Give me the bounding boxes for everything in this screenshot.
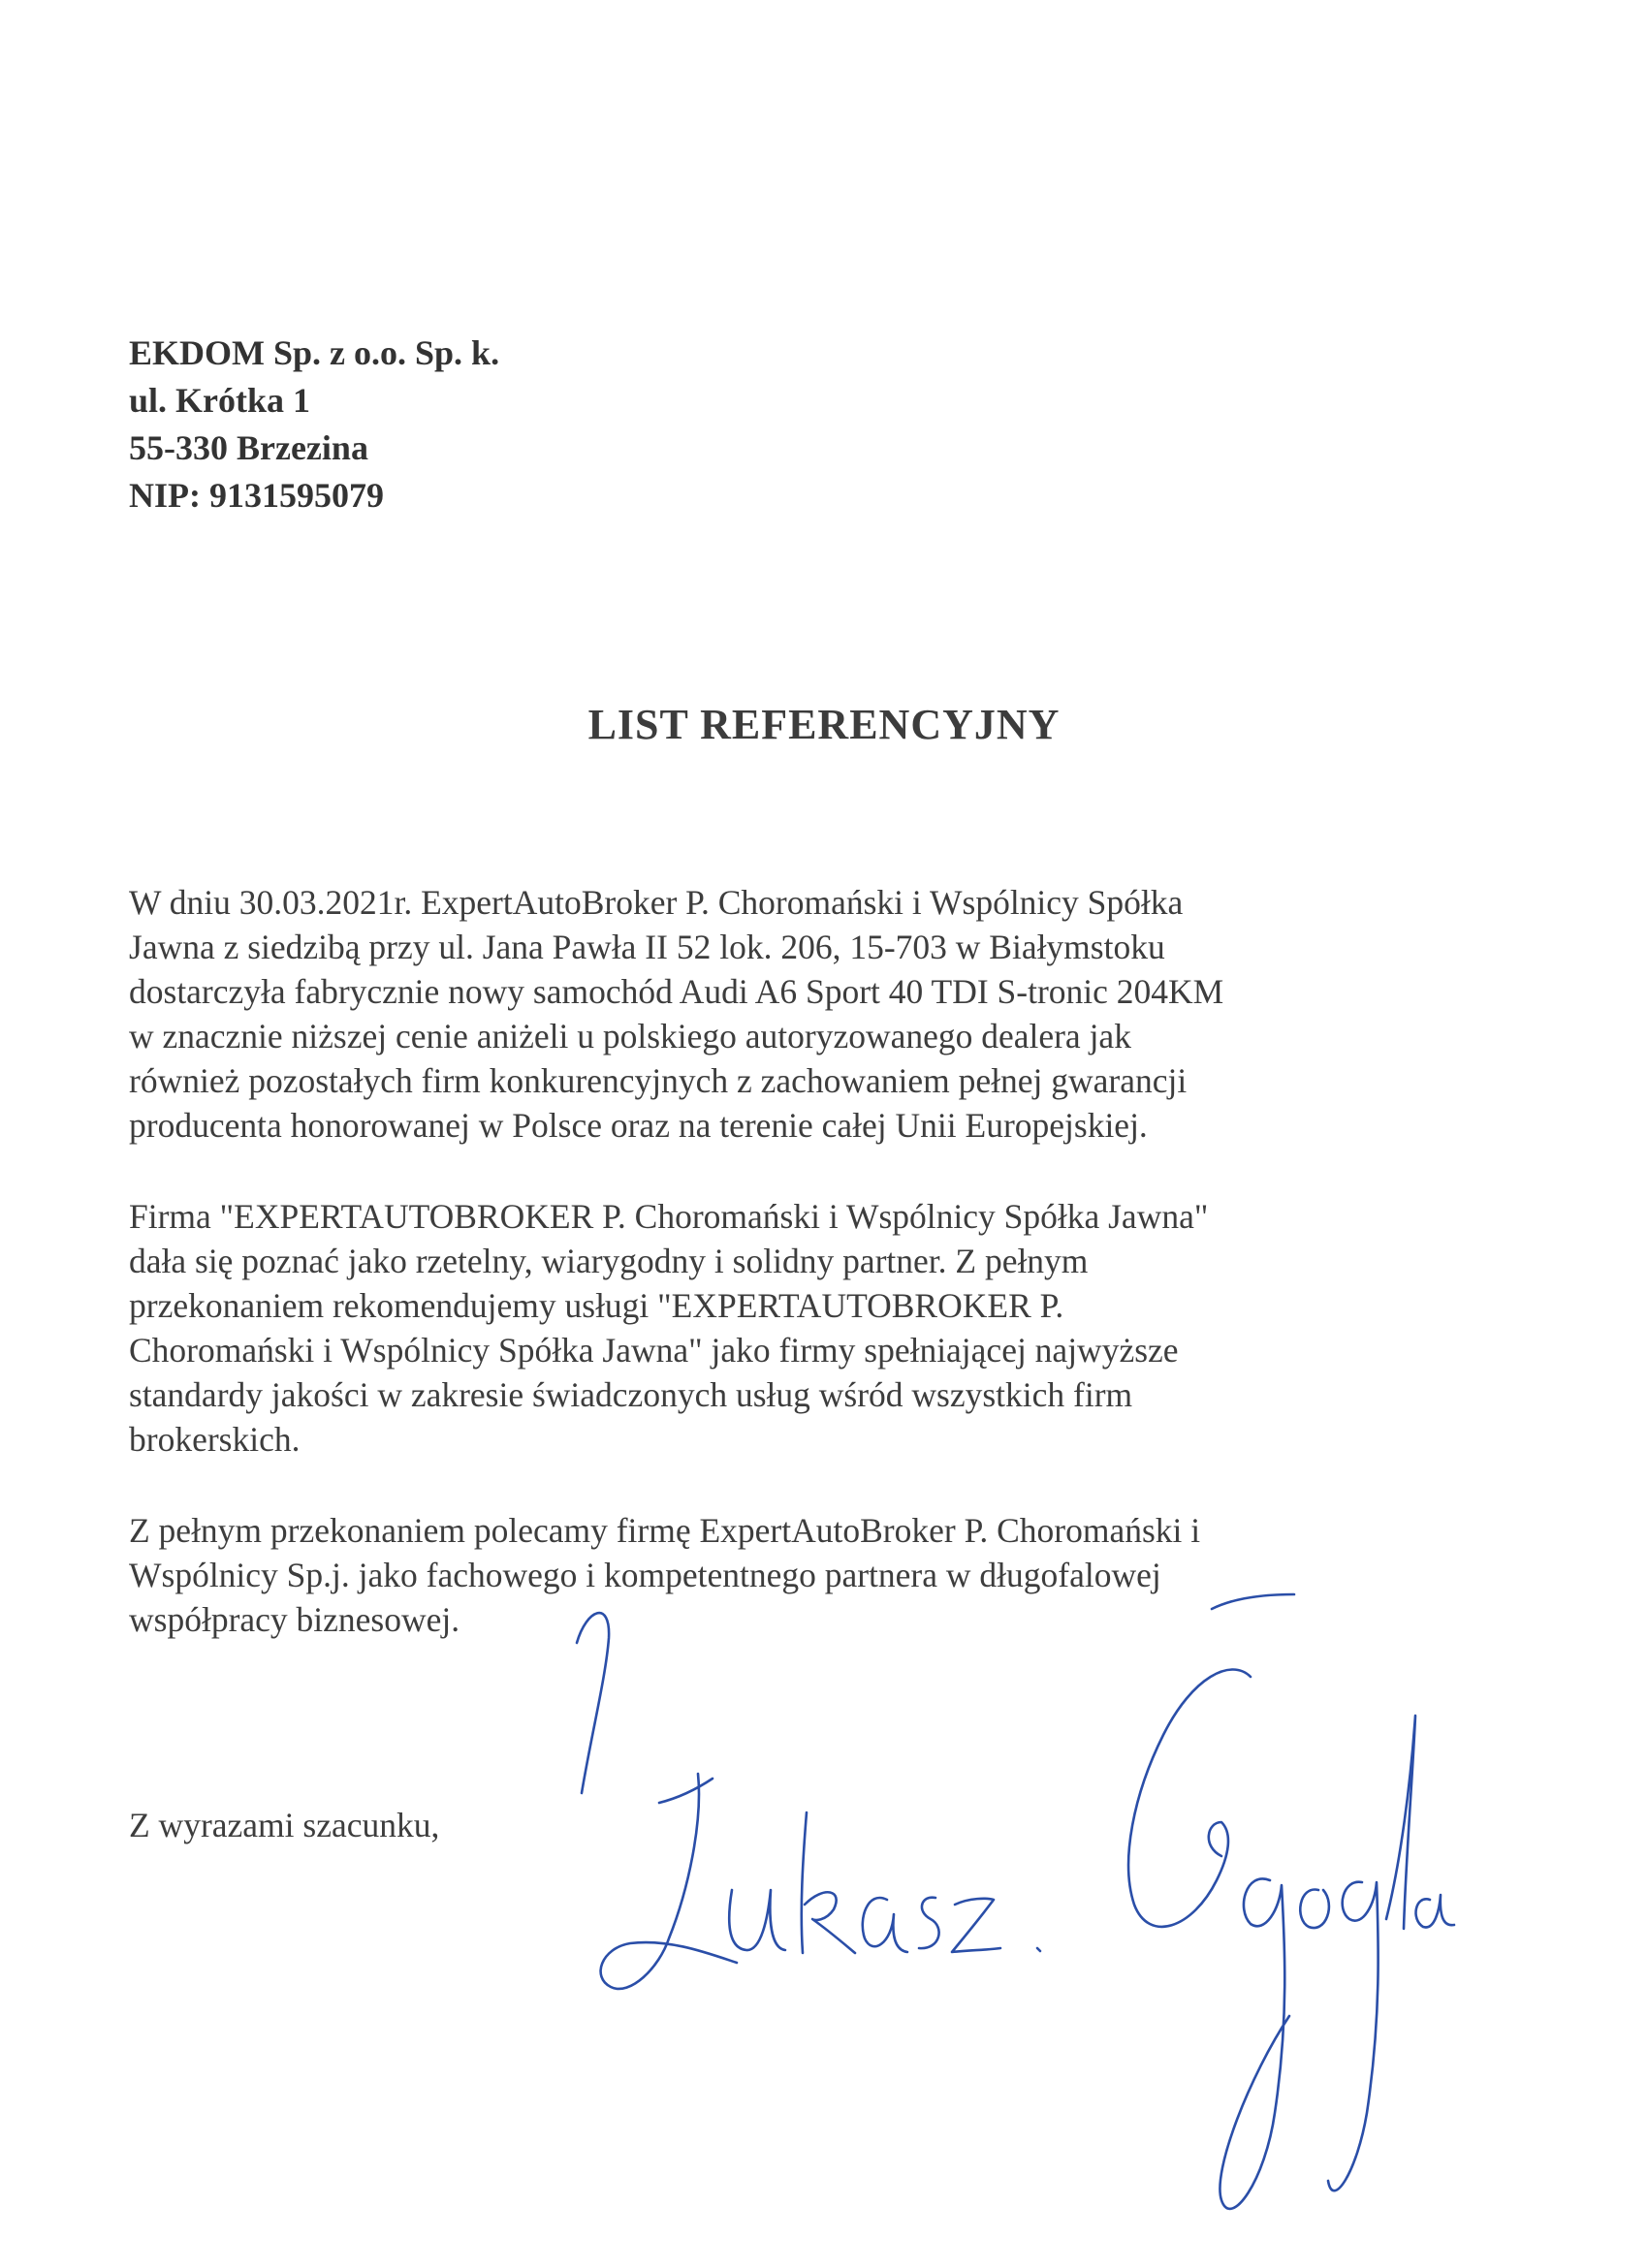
sender-address-block [129, 330, 499, 520]
paragraph-line: przekonaniem rekomendujemy usługi "EXPERTAUTOBROKER P. [129, 1286, 1064, 1325]
sender-city: 55-330 Brzezina [129, 428, 368, 467]
paragraph-line: dostarczyła fabrycznie nowy samochód Audi A6 Sport 40 TDI S-tronic 204KM [129, 972, 1224, 1011]
paragraph-line: również pozostałych firm konkurencyjnych z zachowaniem pełnej gwarancji [129, 1061, 1188, 1100]
paragraph-line: współpracy biznesowej. [129, 1600, 460, 1639]
paragraph-line: Z pełnym przekonaniem polecamy firmę ExpertAutoBroker P. Choromański i [129, 1511, 1201, 1550]
handwritten-signature [553, 1570, 1464, 2268]
paragraph-line: Jawna z siedzibą przy ul. Jana Pawła II 52 lok. 206, 15-703 w Białymstoku [129, 928, 1165, 966]
paragraph-line: dała się poznać jako rzetelny, wiarygodny i solidny partner. Z pełnym [129, 1242, 1089, 1280]
sender-company-name: EKDOM Sp. z o.o. Sp. k. [129, 333, 500, 372]
paragraph-line: w znacznie niższej cenie aniżeli u polskiego autoryzowanego dealera jak [129, 1017, 1131, 1055]
paragraph-line: standardy jakości w zakresie świadczonych usług wśród wszystkich firm [129, 1375, 1133, 1414]
paragraph-recommendation [129, 1194, 1409, 1462]
sender-nip: NIP: 9131595079 [129, 476, 384, 515]
paragraph-line: Firma "EXPERTAUTOBROKER P. Choromański i Wspólnicy Spółka Jawna" [129, 1197, 1209, 1236]
sender-street: ul. Krótka 1 [129, 381, 311, 420]
paragraph-line: producenta honorowanej w Polsce oraz na terenie całej Unii Europejskiej. [129, 1106, 1148, 1145]
letter-title: LIST REFERENCYJNY [587, 701, 1061, 748]
paragraph-line: W dniu 30.03.2021r. ExpertAutoBroker P. Choromański i Wspólnicy Spółka [129, 883, 1184, 922]
paragraph-delivery [129, 880, 1409, 1148]
paragraph-line: Wspólnicy Sp.j. jako fachowego i kompetentnego partnera w długofalowej [129, 1556, 1161, 1594]
paragraph-line: Choromański i Wspólnicy Spółka Jawna" jako firmy spełniającej najwyższe [129, 1331, 1179, 1370]
paragraph-line: brokerskich. [129, 1420, 301, 1459]
letter-body [129, 880, 1409, 1688]
closing-salutation: Z wyrazami szacunku, [129, 1806, 440, 1844]
